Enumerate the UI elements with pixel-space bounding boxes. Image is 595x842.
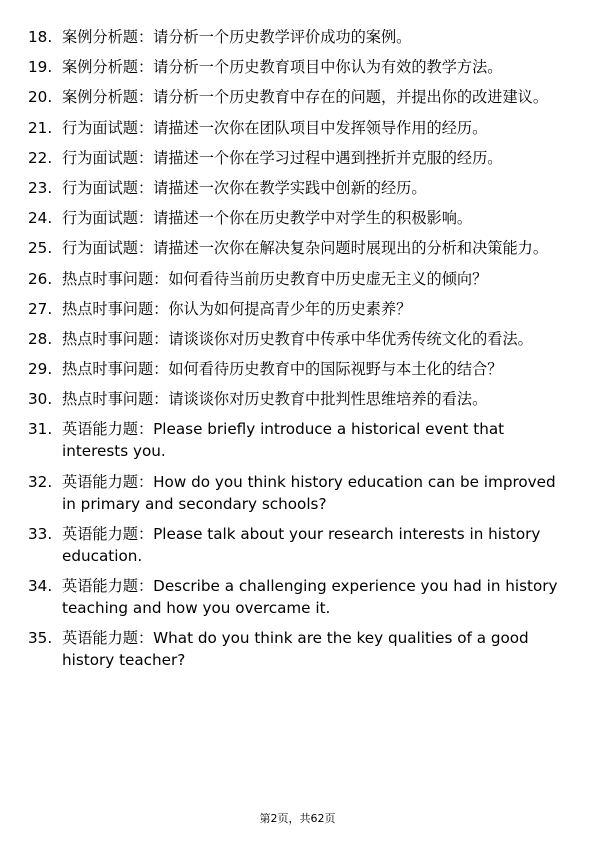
list-item: [28, 117, 563, 139]
question-text: 英语能力题：Please talk about your research interests in history education.: [62, 524, 541, 565]
list-item: [28, 328, 563, 350]
list-item: [28, 177, 563, 199]
question-text: 热点时事问题：如何看待历史教育中的国际视野与本土化的结合？: [62, 360, 503, 379]
list-item: [28, 86, 563, 108]
question-text: 行为面试题：请描述一次你在团队项目中发挥领导作用的经历。: [62, 118, 488, 137]
list-item: [28, 358, 563, 380]
question-text: 英语能力题：Please briefly introduce a historical event that interests you.: [62, 420, 505, 461]
question-number: 20.: [28, 88, 53, 107]
list-item: [28, 56, 563, 78]
question-text: 案例分析题：请分析一个历史教育中存在的问题，并提出你的改进建议。: [62, 88, 548, 107]
question-text: 英语能力题：How do you think history education can be improved in primary and secondary schools?: [62, 472, 556, 513]
question-number: 21.: [28, 118, 53, 137]
list-item: [28, 388, 563, 410]
question-number: 31.: [28, 420, 53, 439]
question-number: 32.: [28, 472, 53, 491]
question-number: 29.: [28, 360, 53, 379]
question-number: 24.: [28, 209, 53, 228]
list-item: [28, 268, 563, 290]
question-number: 18.: [28, 28, 53, 46]
page-number-label: 第2页，共62页: [259, 812, 336, 825]
list-item: [28, 471, 563, 515]
list-item: [28, 627, 563, 671]
question-text: 行为面试题：请描述一次你在教学实践中创新的经历。: [62, 178, 427, 197]
list-item: [28, 237, 563, 259]
question-text: 案例分析题：请分析一个历史教育项目中你认为有效的教学方法。: [62, 58, 503, 77]
question-number: 35.: [28, 629, 53, 648]
question-number: 30.: [28, 390, 53, 409]
question-number: 27.: [28, 299, 53, 318]
question-text: 英语能力题：Describe a challenging experience you had in history teaching and how you overcame it.: [62, 577, 558, 617]
list-item: [28, 207, 563, 229]
question-text: 行为面试题：请描述一个你在学习过程中遇到挫折并克服的经历。: [62, 148, 503, 167]
question-text: 热点时事问题：如何看待当前历史教育中历史虚无主义的倾向？: [62, 269, 488, 288]
question-text: 英语能力题：What do you think are the key qualities of a good history teacher?: [62, 629, 529, 670]
question-text: 案例分析题：请分析一个历史教学评价成功的案例。: [62, 28, 412, 46]
list-item: [28, 26, 563, 48]
list-item: [28, 418, 563, 462]
question-text: 热点时事问题：你认为如何提高青少年的历史素养？: [62, 299, 412, 318]
question-list: [28, 26, 563, 679]
list-item: [28, 575, 563, 619]
question-text: 热点时事问题：请谈谈你对历史教育中批判性思维培养的看法。: [62, 390, 488, 409]
question-number: 26.: [28, 269, 53, 288]
question-number: 28.: [28, 329, 53, 348]
page-footer: [0, 812, 595, 826]
question-number: 23.: [28, 178, 53, 197]
question-number: 25.: [28, 239, 53, 258]
question-text: 热点时事问题：请谈谈你对历史教育中传承中华优秀传统文化的看法。: [62, 329, 533, 348]
question-text: 行为面试题：请描述一次你在解决复杂问题时展现出的分析和决策能力。: [62, 239, 548, 258]
list-item: [28, 147, 563, 169]
question-text: 行为面试题：请描述一个你在历史教学中对学生的积极影响。: [62, 209, 473, 228]
list-item: [28, 298, 563, 320]
list-item: [28, 523, 563, 567]
question-number: 33.: [28, 524, 53, 543]
question-number: 19.: [28, 58, 53, 77]
question-number: 34.: [28, 577, 53, 595]
question-number: 22.: [28, 148, 53, 167]
